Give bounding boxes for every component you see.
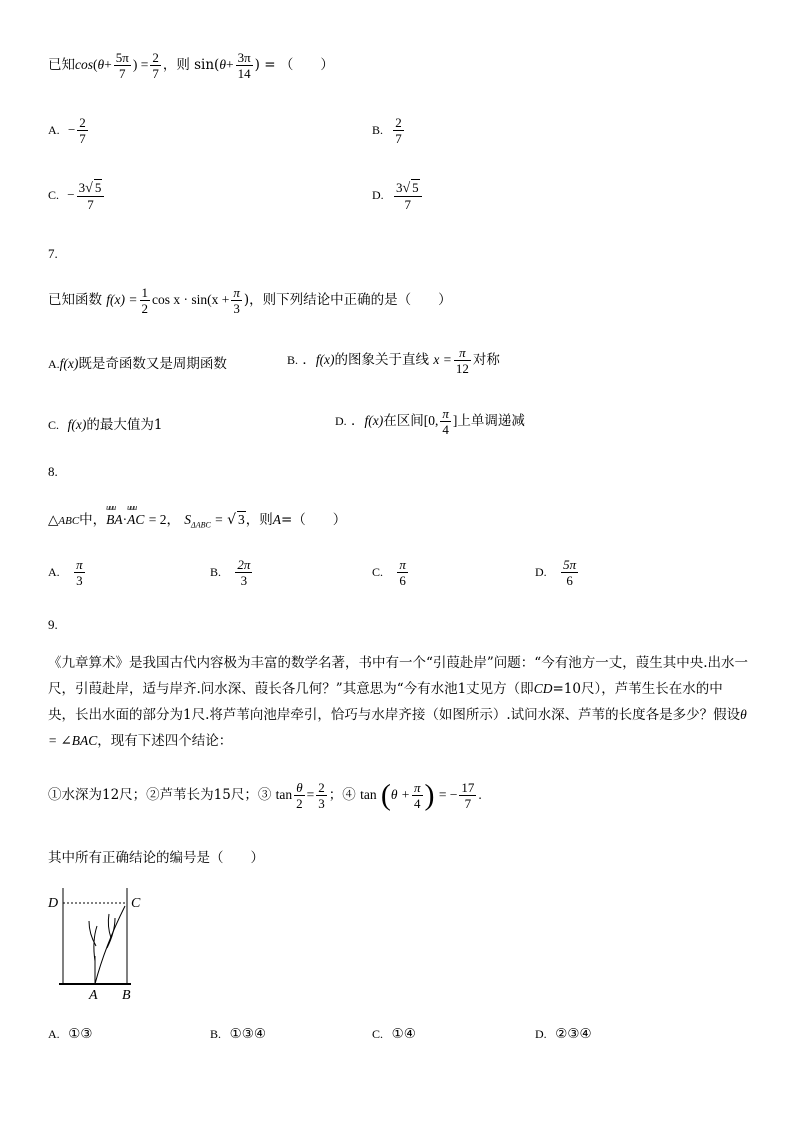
q6-stem-frac1: $\frac{5\pi}{7}$: [115, 50, 129, 81]
q8-option-d[interactable]: D. $\frac{5\pi}{6}$: [535, 557, 577, 588]
q6-option-c[interactable]: C. − $\frac{3√ 5}{7}$: [48, 179, 106, 212]
q6-option-d-frac: $\frac{3√ 5}{7}$: [394, 179, 422, 212]
q9-option-d[interactable]: D. ②③④: [535, 1026, 592, 1042]
q7-option-d[interactable]: D. ．f(x)在区间[0, $\frac{\pi}{4}$ ]上单调递减: [335, 406, 525, 437]
q9-option-c[interactable]: C. ①④: [372, 1026, 416, 1042]
q9-paragraph: 《九章算术》是我国古代内容极为丰富的数学名著，书中有一个“引葭赴岸”问题：“今有池方一丈，葭生其中央.出水一尺，引葭赴岸，适与岸齐.问水深、葭长各几何？”其意思为“今有水池1丈见方（即CD=10尺），芦苇生长在水的中央，长出水面的部分为1尺.将芦苇向池岸牵引，恰巧与水岸齐接（如图所示）.试问水深、芦苇的长度各是多少？假设θ = ∠BAC，现有下述四个结论：: [48, 655, 748, 749]
q9-fig-label-d: D: [48, 896, 59, 911]
q6-stem-frac3: $\frac{3\pi}{14}$: [237, 50, 251, 81]
q6-option-b-frac: $\frac{2}{7}$: [395, 115, 402, 146]
q6-stem-plus: +: [104, 57, 112, 72]
q6-stem-prefix: 已知: [48, 57, 75, 73]
q7-stem: 已知函数 f(x) = $\frac{1}{2}$ cos x · sin(x + $\frac{\pi}{3}$ )，则下列结论中正确的是（ ）: [48, 285, 452, 316]
q9-ask: 其中所有正确结论的编号是（ ）: [48, 850, 264, 866]
q7-option-b-frac: $\frac{\pi}{12}$: [455, 345, 469, 376]
q9-pond-figure: [45, 886, 145, 1004]
q9-option-a[interactable]: A. ①③: [48, 1026, 93, 1042]
q7-option-a[interactable]: A.f(x)既是奇函数又是周期函数: [48, 356, 227, 372]
q6-stem-close-eq: ) =: [132, 57, 149, 72]
q6-stem-theta: θ: [97, 57, 105, 72]
q6-stem: 已知cos(θ+ $\frac{5\pi}{7}$ ) = $\frac{2}{7}$ ，则 sin(θ+ $\frac{3\pi}{14}$ ) = （ ）: [48, 50, 334, 81]
q6-stem-end: ) = （ ）: [254, 57, 334, 73]
q8-option-a[interactable]: A. $\frac{\pi}{3}$: [48, 557, 83, 588]
q6-option-d[interactable]: D. $\frac{3√ 5}{7}$: [372, 179, 424, 212]
q7-option-c[interactable]: C. f(x)的最大值为1: [48, 417, 163, 433]
q7-stem-frac-half: $\frac{1}{2}$: [141, 285, 149, 316]
q6-option-a-frac: $\frac{2}{7}$: [79, 115, 86, 146]
q9-fig-label-c: C: [131, 896, 141, 911]
q9-number: 9.: [48, 617, 58, 632]
q7-number: 7.: [48, 246, 58, 261]
q8-option-c[interactable]: C. $\frac{\pi}{6}$: [372, 557, 406, 588]
q8-vector-ac: uuu AC: [127, 512, 144, 528]
q6-stem-frac2: $\frac{2}{7}$: [152, 50, 159, 81]
q7-option-b[interactable]: B. ．f(x)的图象关于直线 x = $\frac{\pi}{12}$ 对称: [287, 345, 500, 376]
q6-stem-mid: ，则 sin(: [162, 57, 220, 73]
q9-fig-label-b: B: [122, 988, 131, 1003]
q8-option-b[interactable]: B. $\frac{2\pi}{3}$: [210, 557, 251, 588]
q7-stem-frac-pi3: $\frac{\pi}{3}$: [233, 285, 240, 316]
q6-option-b[interactable]: B. $\frac{2}{7}$: [372, 115, 402, 146]
q9-option-b[interactable]: B. ①③④: [210, 1026, 266, 1042]
q6-option-a[interactable]: A. − $\frac{2}{7}$: [48, 115, 86, 146]
q7-option-d-frac: $\frac{\pi}{4}$: [442, 406, 449, 437]
q8-vector-ba: uuu BA: [106, 512, 123, 528]
q9-fig-label-a: A: [89, 988, 98, 1003]
q6-stem-cos: cos: [75, 57, 93, 72]
q8-number: 8.: [48, 464, 58, 479]
q8-stem: △ABC中，uuu BA·uuu AC = 2， $S_{\Delta ABC}$ = √ 3，则A=（ ）: [48, 508, 346, 530]
q9-conclusions: ①水深为12尺；②芦苇长为15尺；③ tan $\frac{\theta}{2}$ = $\frac{2}{3}$ ；④ tan (θ + $\frac{\pi}{4}$ ) = − $\frac{17}{7}$ .: [48, 778, 482, 812]
q6-option-c-frac: $\frac{3√ 5}{7}$: [77, 179, 105, 212]
